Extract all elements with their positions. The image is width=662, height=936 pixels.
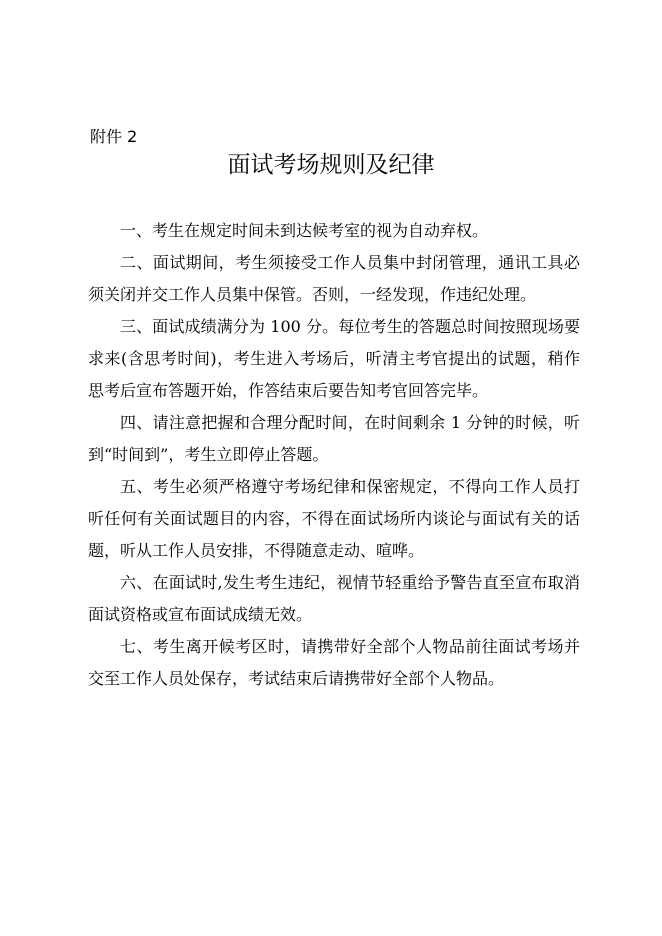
rule-paragraph-4: 四、请注意把握和合理分配时间，在时间剩余 1 分钟的时候，听到“时间到”，考生立即停止答题。 (88, 413, 580, 464)
attachment-label: 附件 2 (90, 127, 138, 146)
rule-paragraph-1: 一、考生在规定时间未到达候考室的视为自动弃权。 (120, 221, 489, 240)
document-title: 面试考场规则及纪律 (227, 152, 435, 178)
rule-paragraph-7: 七、考生离开候考区时，请携带好全部个人物品前往面试考场并交至工作人员处保存，考试结束后请携带好全部个人物品。 (88, 637, 580, 688)
document-body (88, 215, 580, 695)
rule-paragraph-5: 五、考生必须严格遵守考场纪律和保密规定，不得向工作人员打听任何有关面试题目的内容，不得在面试场所内谈论与面试有关的话题，听从工作人员安排，不得随意走动、喧哗。 (88, 477, 580, 560)
rule-paragraph-3: 三、面试成绩满分为 100 分。每位考生的答题总时间按照现场要求来(含思考时间)，考生进入考场后，听清主考官提出的试题，稍作思考后宣布答题开始，作答结束后要告知考官回答完毕。 (88, 317, 580, 400)
rule-paragraph-2: 二、面试期间，考生须接受工作人员集中封闭管理，通讯工具必须关闭并交工作人员集中保管。否则，一经发现，作违纪处理。 (88, 253, 580, 304)
rule-paragraph-6: 六、在面试时,发生考生违纪，视情节轻重给予警告直至宣布取消面试资格或宣布面试成绩无效。 (88, 573, 580, 624)
